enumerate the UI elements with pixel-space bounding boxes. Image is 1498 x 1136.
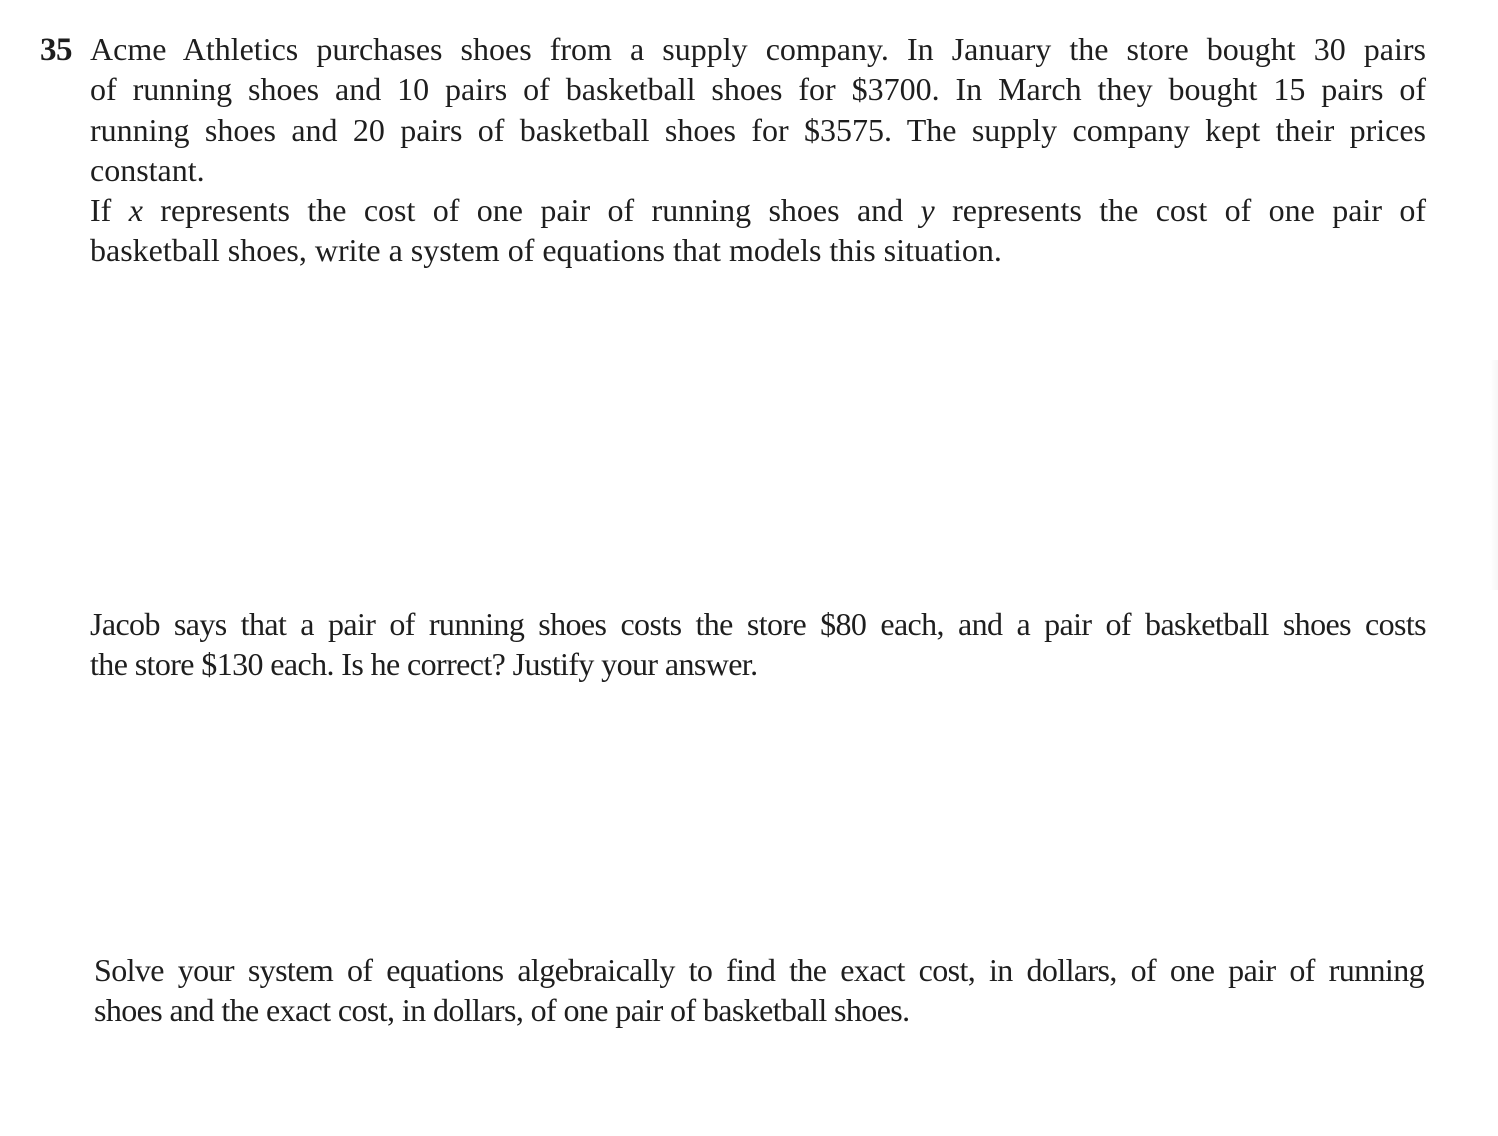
instruction-text: represents the cost of one pair of running shoes and [142, 192, 921, 228]
intro-line: of running shoes and 10 pairs of basketball shoes for $3700. In March they bought 15 pairs of [90, 71, 1426, 108]
instruction-text: represents the cost of one pair of [934, 192, 1427, 228]
part2-line: Jacob says that a pair of running shoes costs the store $80 each, and a pair of basketball shoes costs [90, 606, 1426, 642]
instruction-line: basketball shoes, write a system of equations that models this situation. [90, 232, 1002, 269]
variable-x: x [128, 192, 143, 228]
answer-space-part2[interactable] [90, 695, 1426, 940]
intro-line: constant. [90, 151, 205, 188]
intro-line: running shoes and 20 pairs of basketball shoes for $3575. The supply company kept their prices [90, 111, 1426, 148]
answer-space-part1[interactable] [90, 280, 1426, 590]
intro-line: Acme Athletics purchases shoes from a supply company. In January the store bought 30 pairs [90, 31, 1426, 67]
page-edge-shadow [1490, 360, 1498, 590]
part3-line: shoes and the exact cost, in dollars, of one pair of basketball shoes. [94, 992, 910, 1029]
question-number: 35 [40, 32, 72, 68]
answer-space-part3[interactable] [90, 1040, 1426, 1130]
instruction-text: If [90, 192, 129, 228]
part3-line: Solve your system of equations algebraically to find the exact cost, in dollars, of one pair of running [94, 952, 1424, 988]
question-intro [90, 29, 1426, 190]
part2-line: the store $130 each. Is he correct? Justify your answer. [90, 646, 758, 683]
question-instruction [90, 190, 1426, 271]
question-part2 [90, 604, 1426, 685]
variable-y: y [920, 192, 935, 228]
instruction-line [90, 190, 1426, 230]
question-part3 [94, 950, 1424, 1031]
